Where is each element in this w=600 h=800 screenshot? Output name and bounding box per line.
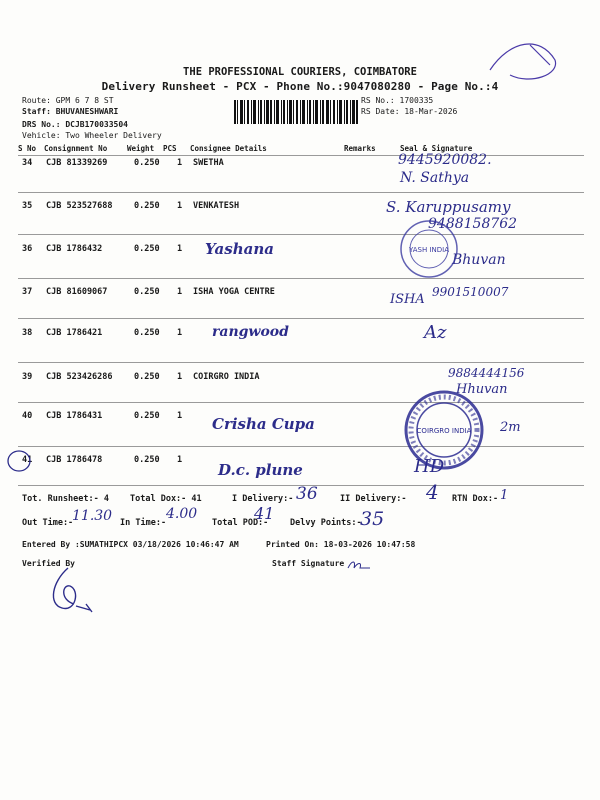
col-consignee: Consignee Details xyxy=(190,144,267,153)
signature-text: ISHA xyxy=(390,292,425,307)
row-consignment: CJB 1786421 xyxy=(46,328,103,338)
row-sno: 39 xyxy=(22,372,33,382)
signature-text: 9488158762 xyxy=(428,216,518,232)
row-pcs: 1 xyxy=(177,411,183,421)
company-stamp xyxy=(402,388,486,472)
row-sno: 38 xyxy=(22,328,33,338)
row-consignment: CJB 523527688 xyxy=(46,201,113,211)
signature-text: S. Karuppusamy xyxy=(386,198,511,216)
row-consignee: VENKATESH xyxy=(193,201,240,211)
stamp-text: COIRGRO INDIA xyxy=(416,427,472,435)
row-sno: 40 xyxy=(22,411,33,421)
out-time: Out Time:- xyxy=(22,518,74,528)
row-weight: 0.250 xyxy=(134,328,160,338)
signature-text: 9884444156 xyxy=(448,366,525,380)
entered-by: Entered By :SUMATHIPCX 03/18/2026 10:46:47 AM xyxy=(22,540,239,549)
row-rule xyxy=(18,318,584,319)
delvy-points: Delvy Points:- xyxy=(290,518,362,528)
row-consignment: CJB 523426286 xyxy=(46,372,113,382)
row-sno: 41 xyxy=(22,455,33,465)
staff-signature-mark xyxy=(346,558,372,572)
row-pcs: 1 xyxy=(177,328,183,338)
signature-text: Hhuvan xyxy=(456,382,508,397)
row-rule xyxy=(18,192,584,193)
row-weight: 0.250 xyxy=(134,455,160,465)
row-pcs: 1 xyxy=(177,201,183,211)
signature-text: 9445920082. xyxy=(398,152,492,168)
row-pcs: 1 xyxy=(177,372,183,382)
row-consignment: CJB 81339269 xyxy=(46,158,108,168)
col-seal: Seal & Signature xyxy=(400,144,473,153)
col-weight: Weight xyxy=(127,144,155,153)
row-consignee: SWETHA xyxy=(193,158,224,168)
signature-text: N. Sathya xyxy=(400,170,470,186)
handwritten-consignee: Crisha Cupa xyxy=(212,415,315,433)
row-consignee: COIRGRO INDIA xyxy=(193,372,260,382)
handwritten-value: 41 xyxy=(254,504,275,523)
signature-text: 9901510007 xyxy=(432,285,509,299)
handwritten-value: 4 xyxy=(426,480,439,504)
company-stamp xyxy=(398,218,460,280)
row-consignment: CJB 1786478 xyxy=(46,455,103,465)
signature-text: Az xyxy=(424,322,447,343)
signature-text: HD xyxy=(414,456,445,477)
stamp-text: YASH INDIA xyxy=(409,246,449,254)
ii-delivery: II Delivery:- xyxy=(340,494,407,504)
row-weight: 0.250 xyxy=(134,287,160,297)
col-remarks: Remarks xyxy=(344,144,376,153)
staff-signature: Staff Signature xyxy=(272,559,345,568)
row-consignment: CJB 81609067 xyxy=(46,287,108,297)
row-weight: 0.250 xyxy=(134,158,160,168)
route-label: Route: GPM 6 7 8 ST xyxy=(22,96,114,105)
drs-number: DRS No.: DCJB170033504 xyxy=(22,120,128,129)
row-rule xyxy=(18,278,584,279)
row-consignment: CJB 1786431 xyxy=(46,411,103,421)
staff-label: Staff: BHUVANESHWARI xyxy=(22,107,119,116)
handwritten-value: 36 xyxy=(296,484,318,504)
vehicle-label: Vehicle: Two Wheeler Delivery xyxy=(22,131,162,140)
handwritten-value: 11.30 xyxy=(72,508,113,524)
row-weight: 0.250 xyxy=(134,201,160,211)
row-consignee: ISHA YOGA CENTRE xyxy=(193,287,275,297)
row-rule xyxy=(18,446,584,447)
total-dox: Total Dox:- 41 xyxy=(130,494,202,504)
circle-mark-icon xyxy=(4,446,34,476)
handwritten-value: 1 xyxy=(500,488,509,503)
in-time: In Time:- xyxy=(120,518,167,528)
row-pcs: 1 xyxy=(177,158,183,168)
handwritten-consignee: D.c. plune xyxy=(218,461,303,479)
row-rule xyxy=(18,402,584,403)
verified-signature xyxy=(40,560,110,620)
rs-number: RS No.: 1700335 xyxy=(361,96,434,105)
row-consignment: CJB 1786432 xyxy=(46,244,103,254)
i-delivery: I Delivery:- xyxy=(232,494,294,504)
handwritten-consignee: Yashana xyxy=(205,240,274,258)
row-weight: 0.250 xyxy=(134,372,160,382)
row-sno: 34 xyxy=(22,158,33,168)
row-weight: 0.250 xyxy=(134,411,160,421)
runsheet-title: Delivery Runsheet - PCX - Phone No.:9047080280 - Page No.:4 xyxy=(101,80,499,93)
barcode-icon xyxy=(234,100,358,124)
row-weight: 0.250 xyxy=(134,244,160,254)
signature-text: Bhuvan xyxy=(452,252,506,268)
row-sno: 35 xyxy=(22,201,33,211)
col-pcs: PCS xyxy=(163,144,177,153)
col-consignment: Consignment No xyxy=(44,144,108,153)
row-rule xyxy=(18,234,584,235)
row-pcs: 1 xyxy=(177,455,183,465)
tot-runsheet: Tot. Runsheet:- 4 xyxy=(22,494,109,504)
handwritten-value: 4.00 xyxy=(166,506,198,522)
printed-on: Printed On: 18-03-2026 10:47:58 xyxy=(266,540,416,549)
signature-text: 2m xyxy=(500,420,521,435)
rtn-dox: RTN Dox:- xyxy=(452,494,499,504)
total-pod: Total POD:- xyxy=(212,518,269,528)
row-pcs: 1 xyxy=(177,244,183,254)
handwritten-value: 35 xyxy=(360,508,385,530)
row-sno: 36 xyxy=(22,244,33,254)
ink-scribble xyxy=(470,30,570,90)
row-rule xyxy=(18,362,584,363)
header-rule xyxy=(18,155,584,156)
col-sno: S No xyxy=(18,144,37,153)
row-pcs: 1 xyxy=(177,287,183,297)
row-sno: 37 xyxy=(22,287,33,297)
verified-by: Verified By xyxy=(22,559,75,568)
rs-date: RS Date: 18-Mar-2026 xyxy=(361,107,458,116)
company-name: THE PROFESSIONAL COURIERS, COIMBATORE xyxy=(183,66,417,78)
handwritten-consignee: rangwood xyxy=(212,324,289,340)
